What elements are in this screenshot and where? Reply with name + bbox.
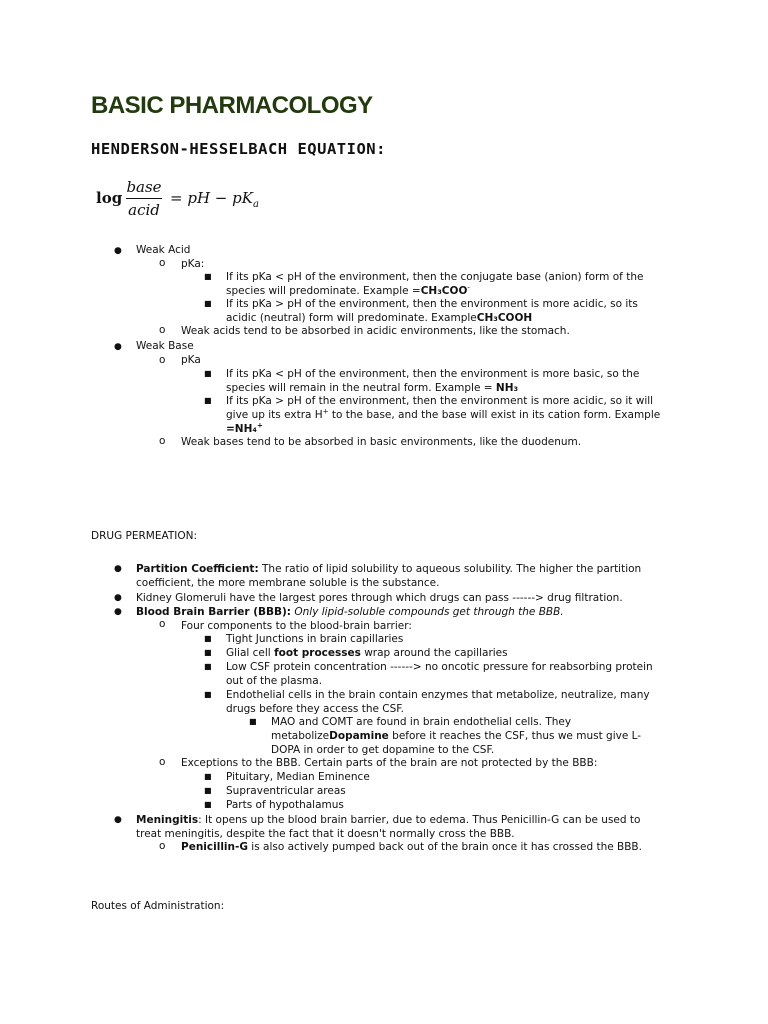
bbb-line: Blood Brain Barrier (BBB): Only lipid-soluble compounds get through the BBB. [136,606,564,618]
partition-line1: Partition Coefficient: The ratio of lipid solubility to aqueous solubility. The higher the partition [136,563,642,575]
bullet-icon: o [159,435,166,447]
routes-label: Routes of Administration: [91,900,225,912]
equation-denominator: acid [128,201,160,219]
weak-acid-item1-line1: If its pKa < pH of the environment, then the conjugate base (anion) form of the [226,271,644,283]
bullet-icon: ● [114,593,122,603]
endothelial-line2: drugs before they access the CSF. [226,703,404,715]
bullet-icon: ■ [249,717,257,726]
bullet-icon: ■ [204,800,212,809]
bullet-icon: ■ [204,396,212,405]
equation-fraction [126,178,162,219]
weak-base-item2-line3: =NH₄+ [226,421,263,435]
bullet-icon: ● [114,815,122,825]
bullet-icon: ■ [204,648,212,657]
mao-line1: MAO and COMT are found in brain endothelial cells. They [271,716,572,728]
bullet-icon: o [159,618,166,630]
weak-acid-absorb: Weak acids tend to be absorbed in acidic environments, like the stomach. [181,325,570,337]
bullet-icon: ● [114,342,122,352]
weak-base-item2-line1: If its pKa > pH of the environment, then the environment is more acidic, so it will [226,395,654,407]
meningitis-line2: treat meningitis, despite the fact that it doesn't normally cross the BBB. [136,828,515,840]
weak-base-item1-line2: species will remain in the neutral form. Example = NH₃ [226,382,519,394]
bullet-icon: ■ [204,662,212,671]
bullet-icon: o [159,756,166,768]
bullet-icon: ■ [204,272,212,281]
kidney-line: Kidney Glomeruli have the largest pores through which drugs can pass ------> drug filtration. [136,592,623,604]
equation-rhs: = pH − $pK_a$ [170,189,259,210]
bullet-icon: ■ [204,772,212,781]
weak-base-item2-line2: give up its extra H+ to the base, and the base will exist in its cation form. Example [226,407,661,421]
drug-permeation-label: DRUG PERMEATION: [91,530,198,542]
supraventricular: Supraventricular areas [226,785,346,797]
csf-line1: Low CSF protein concentration ------> no oncotic pressure for reabsorbing protein [226,661,653,673]
weak-acid-item2-line2: acidic (neutral) form will predominate. ExampleCH₃COOH [226,312,533,324]
mao-line2: metabolizeDopamine before it reaches the CSF, thus we must give L- [271,730,642,742]
hypothalamus: Parts of hypothalamus [226,799,344,811]
bullet-icon: ■ [204,690,212,699]
weak-acid-label: Weak Acid [136,244,191,256]
weak-acid-item1-line2: species will predominate. Example =CH₃COO- [226,283,470,297]
equation-log: log [96,189,123,207]
equation-numerator: base [126,178,162,196]
bullet-icon: ● [114,246,122,256]
four-components: Four components to the blood-brain barrier: [181,620,412,632]
weak-acid-pka: pKa: [181,258,205,270]
weak-base-absorb: Weak bases tend to be absorbed in basic environments, like the duodenum. [181,436,582,448]
bullet-icon: ■ [204,634,212,643]
tight-junctions: Tight Junctions in brain capillaries [226,633,404,645]
bullet-icon: o [159,324,166,336]
bullet-icon: o [159,354,166,366]
bullet-icon: ■ [204,369,212,378]
page-title: BASIC PHARMACOLOGY [91,92,373,119]
fraction-bar [126,198,162,199]
mao-line3: DOPA in order to get dopamine to the CSF. [271,744,495,756]
henderson-hasselbalch-equation [96,178,356,218]
weak-base-pka: pKa [181,354,201,366]
bullet-icon: ● [114,607,122,617]
penicillin-line: Penicillin-G is also actively pumped back out of the brain once it has crossed the BBB. [181,841,642,853]
bullet-icon: o [159,257,166,269]
weak-acid-item2-line1: If its pKa > pH of the environment, then the environment is more acidic, so its [226,298,638,310]
endothelial-line1: Endothelial cells in the brain contain enzymes that metabolize, neutralize, many [226,689,650,701]
weak-base-label: Weak Base [136,340,194,352]
weak-base-item1-line1: If its pKa < pH of the environment, then the environment is more basic, so the [226,368,640,380]
partition-line2: coefficient, the more membrane soluble is the substance. [136,577,440,589]
bullet-icon: ■ [204,786,212,795]
bullet-icon: ■ [204,299,212,308]
csf-line2: out of the plasma. [226,675,323,687]
exceptions-line: Exceptions to the BBB. Certain parts of the brain are not protected by the BBB: [181,757,598,769]
glial-cell: Glial cell foot processes wrap around the capillaries [226,647,508,659]
bullet-icon: o [159,840,166,852]
bullet-icon: ● [114,564,122,574]
section-heading: HENDERSON-HESSELBACH EQUATION: [91,140,386,158]
pituitary: Pituitary, Median Eminence [226,771,370,783]
meningitis-line1: Meningitis: It opens up the blood brain barrier, due to edema. Thus Penicillin-G can be used to [136,814,641,826]
